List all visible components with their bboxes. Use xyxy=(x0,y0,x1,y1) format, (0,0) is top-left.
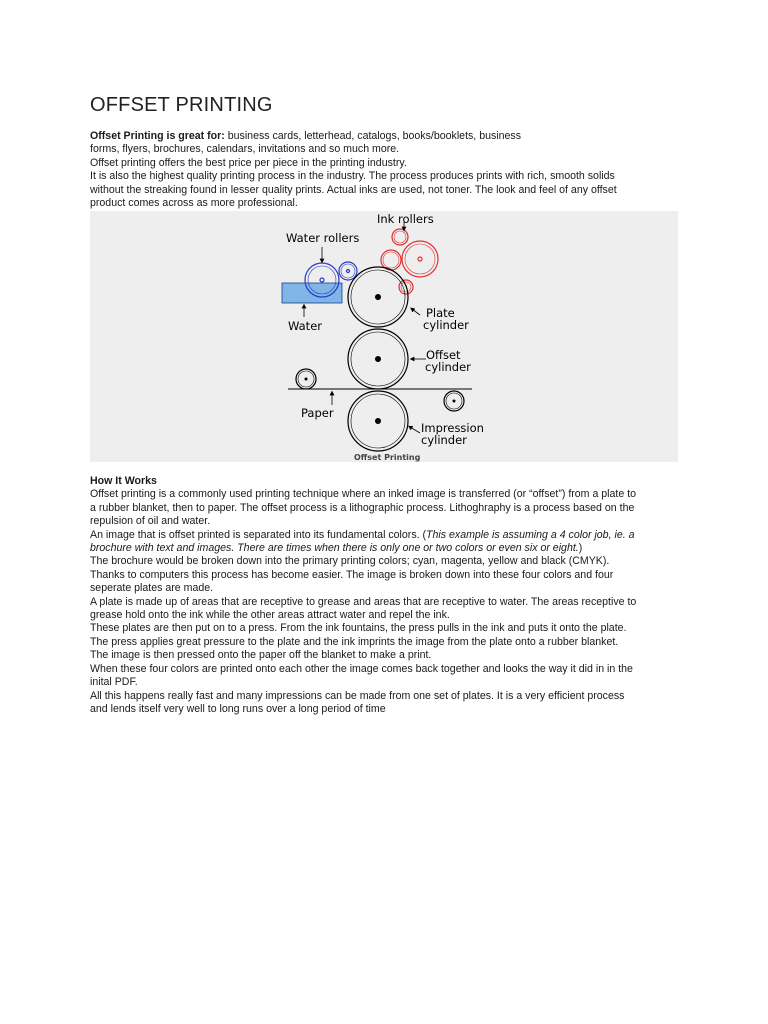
water-roller-small xyxy=(339,262,357,280)
ink-roller-large xyxy=(402,241,438,277)
intro-line1-text: business cards, letterhead, catalogs, books/booklets, business xyxy=(224,130,522,142)
body-line: The press applies great pressure to the plate and the ink imprints the image from the plate onto a rubber blanket. xyxy=(90,635,619,648)
how-it-works-heading: How It Works xyxy=(90,475,157,487)
intro-line: Offset printing offers the best price per piece in the printing industry. xyxy=(90,156,407,169)
water-roller-small-hub xyxy=(347,270,350,273)
ink-roller-top xyxy=(392,229,408,245)
diagram-svg xyxy=(90,211,678,462)
label-paper: Paper xyxy=(301,406,334,420)
label-plate-cylinder-2: cylinder xyxy=(423,318,469,332)
label-ink-rollers: Ink rollers xyxy=(377,212,434,226)
italic-note: This example is assuming a 4 color job, ie. a xyxy=(426,528,635,541)
body-line: These plates are then put on to a press. From the ink fountains, the press pulls in the ink and puts it onto the plate. xyxy=(90,622,627,635)
impression-arrow xyxy=(410,427,420,433)
label-impression-cylinder-1: Impression xyxy=(421,421,484,435)
feed-hub xyxy=(305,378,308,381)
body-line: and lends itself very well to long runs over a long period of time xyxy=(90,702,386,715)
intro-line xyxy=(90,130,690,143)
impression-hub xyxy=(375,418,381,424)
offset-printing-diagram xyxy=(90,211,678,462)
figure-caption: Offset Printing xyxy=(354,453,421,462)
plate-hub xyxy=(375,294,381,300)
body-line xyxy=(90,529,690,542)
water-roller-small-inner xyxy=(341,264,355,278)
label-impression-cylinder-2: cylinder xyxy=(421,433,467,447)
label-plate-cylinder-1: Plate xyxy=(426,306,455,320)
intro-line: product comes across as more professional. xyxy=(90,197,298,210)
body-line: A plate is made up of areas that are receptive to grease and areas that are receptive to water. The areas receptive to xyxy=(90,595,637,608)
intro-line: without the streaking found in lesser quality prints. Actual inks are used, not toner. The look and feel of any offset xyxy=(90,183,617,196)
body-line: repulsion of oil and water. xyxy=(90,515,211,528)
body-line: Thanks to computers this process has become easier. The image is broken down into these four colors and four xyxy=(90,568,614,581)
body-line: Offset printing is a commonly used printing technique where an inked image is transferred (or “offset”) from a plate to xyxy=(90,488,637,501)
page-title: OFFSET PRINTING xyxy=(90,94,273,116)
body-line: grease hold onto the ink while the other areas attract water and repel the ink. xyxy=(90,609,450,622)
body-line: When these four colors are printed onto each other the image comes back together and looks the way it did in in the xyxy=(90,662,633,675)
body-line: The image is then pressed onto the paper off the blanket to make a print. xyxy=(90,649,432,662)
intro-section xyxy=(90,130,690,210)
label-offset-cylinder-1: Offset xyxy=(426,348,461,362)
ink-roller-large-inner xyxy=(405,244,435,274)
label-water: Water xyxy=(288,319,322,333)
label-arrows xyxy=(304,221,426,433)
label-water-rollers: Water rollers xyxy=(286,231,360,245)
ink-roller-top-inner xyxy=(394,231,406,243)
body-line: a rubber blanket, then to paper. The offset process is a lithographic process. Lithoghraphy is a process based on the xyxy=(90,501,635,514)
exit-hub xyxy=(453,400,456,403)
ink-roller-left-inner xyxy=(383,252,399,268)
intro-line: It is also the highest quality printing process in the industry. The process produces prints with rich, smooth solids xyxy=(90,170,615,183)
body-line xyxy=(90,542,690,555)
body-text: ) xyxy=(578,542,583,555)
plate-arrow xyxy=(412,309,420,315)
offset-hub xyxy=(375,356,381,362)
body-line: All this happens really fast and many impressions can be made from one set of plates. It is a very efficient process xyxy=(90,689,625,702)
body-text: An image that is offset printed is separated into its fundamental colors. ( xyxy=(90,528,427,541)
body-line: The brochure would be broken down into the primary printing colors; cyan, magenta, yellow and black (CMYK). xyxy=(90,555,610,568)
how-it-works-section xyxy=(90,475,690,716)
water-roller-hub xyxy=(320,278,324,282)
italic-note: brochure with text and images. There are times when there is only one or two colors or even six or eight. xyxy=(90,542,579,555)
body-line: inital PDF. xyxy=(90,676,138,689)
label-offset-cylinder-2: cylinder xyxy=(425,360,471,374)
body-line: seperate plates are made. xyxy=(90,582,214,595)
ink-roller-hub xyxy=(418,257,422,261)
ink-rollers xyxy=(381,229,438,294)
intro-lead: Offset Printing is great for: xyxy=(90,130,225,142)
intro-line: forms, flyers, brochures, calendars, invitations and so much more. xyxy=(90,143,400,156)
